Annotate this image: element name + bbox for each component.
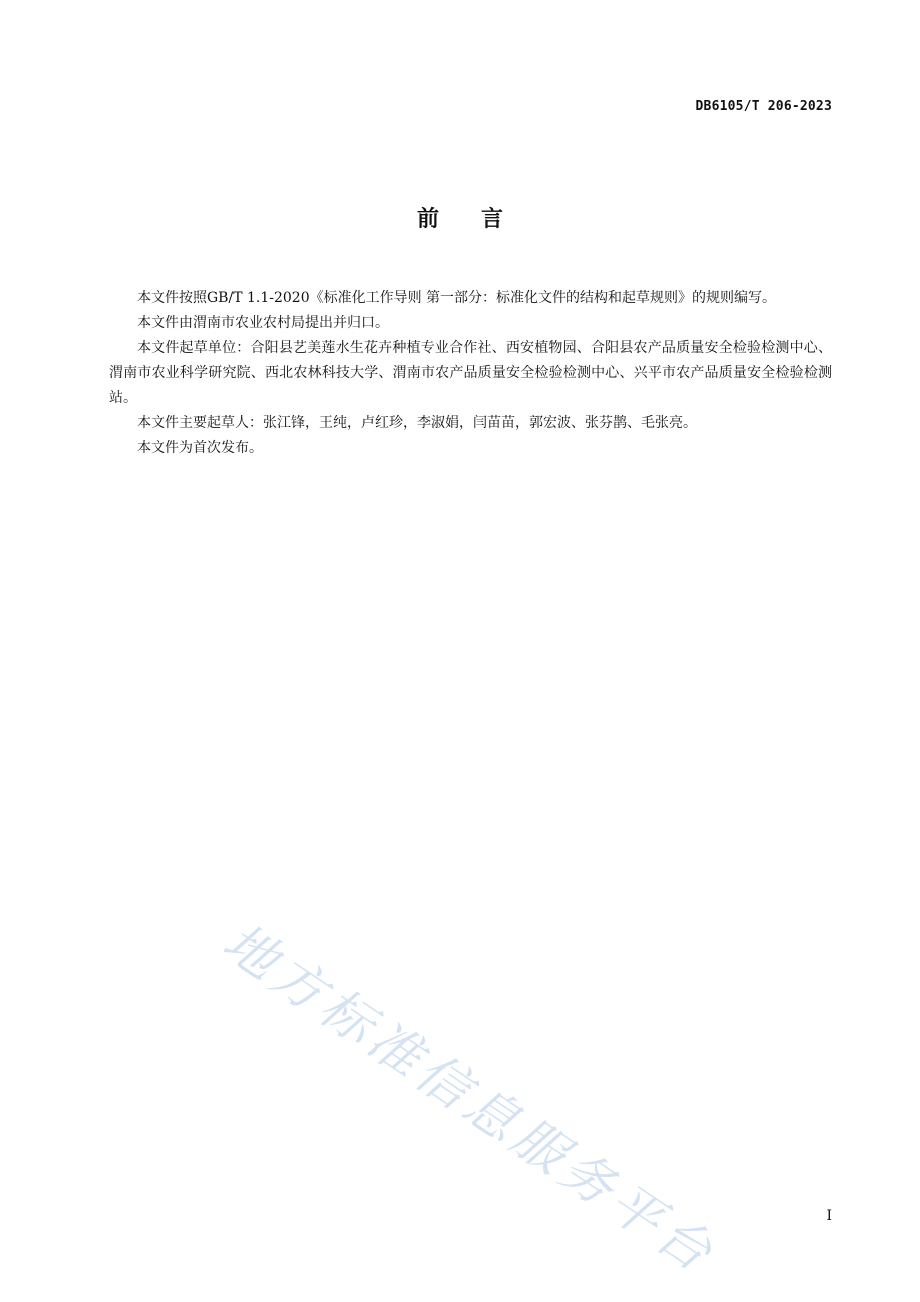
- page-title: 前言: [416, 207, 545, 232]
- paragraph-proposer: 本文件由渭南市农业农村局提出并归口。: [137, 315, 389, 331]
- foreword-body: [109, 286, 832, 461]
- page-number: I: [826, 1208, 832, 1224]
- paragraph-drafting-units: 本文件起草单位：合阳县艺美莲水生花卉种植专业合作社、西安植物园、合阳县农产品质量安全检验检测中心、渭南市农业科学研究院、西北农林科技大学、渭南市农产品质量安全检验检测中心、兴平市农产品质量安全检验检测站。: [109, 340, 832, 406]
- paragraph-first-release: 本文件为首次发布。: [137, 440, 263, 456]
- watermark: 地方标准信息服务平台: [212, 912, 727, 1287]
- paragraph-drafters: 本文件主要起草人：张江锋，王纯，卢红珍，李淑娟，闫苗苗，郭宏波、张芬鹊、毛张亮。: [137, 415, 697, 431]
- document-code: DB6105/T 206-2023: [695, 99, 832, 114]
- paragraph-drafting-rules: 本文件按照GB/T 1.1-2020《标准化工作导则 第一部分：标准化文件的结构和起草规则》的规则编写。: [137, 290, 777, 306]
